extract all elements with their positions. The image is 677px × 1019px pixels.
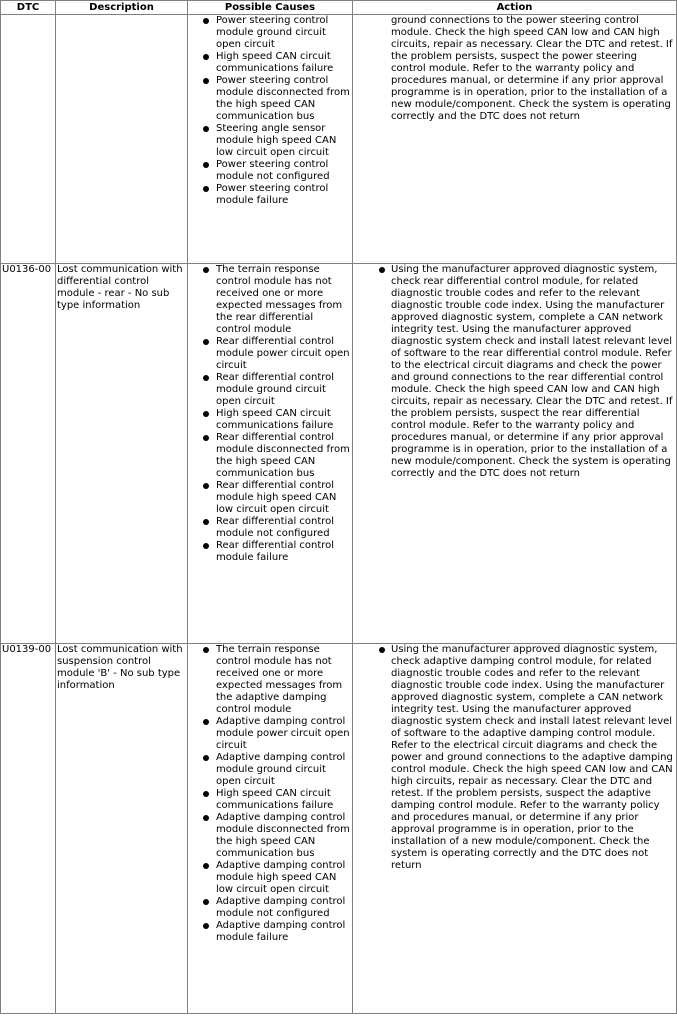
cause-item: Power steering control module ground circuit open circuit xyxy=(216,15,351,51)
action-cell xyxy=(353,264,677,644)
cause-item: Power steering control module disconnected from the high speed CAN communication bus xyxy=(216,75,350,122)
cause-item: Adaptive damping control module not configured xyxy=(216,896,351,920)
causes-list xyxy=(189,264,351,564)
cause-item: Rear differential control module not configured xyxy=(216,516,351,540)
table-row xyxy=(1,15,677,264)
cause-item: Adaptive damping control module power circuit open circuit xyxy=(216,716,350,751)
cause-item: Rear differential control module power circuit open circuit xyxy=(216,336,350,371)
action-list xyxy=(354,644,675,872)
action-cell xyxy=(353,15,677,264)
dtc-code xyxy=(1,15,56,264)
action-item: Using the manufacturer approved diagnostic system, check rear differential control module, for related diagnostic trouble codes and refer to the relevant diagnostic trouble code index. Using the manufacturer approved diagnostic system, complete a CAN network integrity test. Using the manufacturer approved diagnostic system check and install latest relevant level of software to the rear differential control module. Refer to the electrical circuit diagrams and check the power and ground connections to the rear differential control module. Check the high speed CAN low and CAN high circuits, repair as necessary. Clear the DTC and retest. If the problem persists, suspect the rear differential control module. Refer to the warranty policy and procedures manual, or determine if any prior approval programme is in operation, prior to the installation of a new module/component. Check the system is operating correctly and the DTC does not return xyxy=(391,264,675,480)
cause-item: High speed CAN circuit communications failure xyxy=(216,788,351,812)
cause-item: High speed CAN circuit communications failure xyxy=(216,51,351,75)
dtc-code: U0136-00 xyxy=(1,264,56,644)
header-dtc: DTC xyxy=(1,1,56,15)
cause-item: Rear differential control module failure xyxy=(216,540,351,564)
causes-list xyxy=(189,644,351,944)
cause-item: Rear differential control module high speed CAN low circuit open circuit xyxy=(216,480,351,516)
dtc-code: U0139-00 xyxy=(1,644,56,1014)
cause-item: Steering angle sensor module high speed CAN low circuit open circuit xyxy=(216,123,351,159)
cause-item: The terrain response control module has not received one or more expected messages from the rear differential control module xyxy=(216,264,351,336)
dtc-description xyxy=(56,15,188,264)
causes-list xyxy=(189,15,351,207)
possible-causes-cell xyxy=(188,15,353,264)
action-list xyxy=(354,264,675,480)
possible-causes-cell xyxy=(188,264,353,644)
cause-item: Rear differential control module ground circuit open circuit xyxy=(216,372,351,408)
possible-causes-cell xyxy=(188,644,353,1014)
cause-item: Adaptive damping control module high speed CAN low circuit open circuit xyxy=(216,860,351,896)
cause-item: High speed CAN circuit communications failure xyxy=(216,408,351,432)
header-possible-causes: Possible Causes xyxy=(188,1,353,15)
cause-item: Power steering control module not configured xyxy=(216,159,351,183)
cause-item: Adaptive damping control module ground circuit open circuit xyxy=(216,752,351,788)
table-row xyxy=(1,644,677,1014)
cause-item: Rear differential control module disconnected from the high speed CAN communication bus xyxy=(216,432,350,479)
table-row xyxy=(1,264,677,644)
dtc-description: Lost communication with differential control module - rear - No sub type information xyxy=(56,264,188,644)
cause-item: Adaptive damping control module failure xyxy=(216,920,351,944)
header-description: Description xyxy=(56,1,188,15)
cause-item: The terrain response control module has not received one or more expected messages from the adaptive damping control module xyxy=(216,644,351,716)
header-row xyxy=(1,1,677,15)
action-cell xyxy=(353,644,677,1014)
cause-item: Adaptive damping control module disconnected from the high speed CAN communication bus xyxy=(216,812,350,859)
dtc-description: Lost communication with suspension control module 'B' - No sub type information xyxy=(56,644,188,1014)
action-text: ground connections to the power steering control module. Check the high speed CAN low and CAN high circuits, repair as necessary. Clear the DTC and retest. If the problem persists, suspect the power steering control module. Refer to the warranty policy and procedures manual, or determine if any prior approval programme is in operation, prior to the installation of a new module/component. Check the system is operating correctly and the DTC does not return xyxy=(391,15,673,122)
action-item: Using the manufacturer approved diagnostic system, check adaptive damping control module, for related diagnostic trouble codes and refer to the relevant diagnostic trouble code index. Using the manufacturer approved diagnostic system, complete a CAN network integrity test. Using the manufacturer approved diagnostic system check and install latest relevant level of software to the adaptive damping control module. Refer to the electrical circuit diagrams and check the power and ground connections to the adaptive damping control module. Check the high speed CAN low and CAN high circuits, repair as necessary. Clear the DTC and retest. If the problem persists, suspect the adaptive damping control module. Refer to the warranty policy and procedures manual, or determine if any prior approval programme is in operation, prior to the installation of a new module/component. Check the system is operating correctly and the DTC does not return xyxy=(391,644,675,872)
cause-item: Power steering control module failure xyxy=(216,183,351,207)
header-action: Action xyxy=(353,1,677,15)
